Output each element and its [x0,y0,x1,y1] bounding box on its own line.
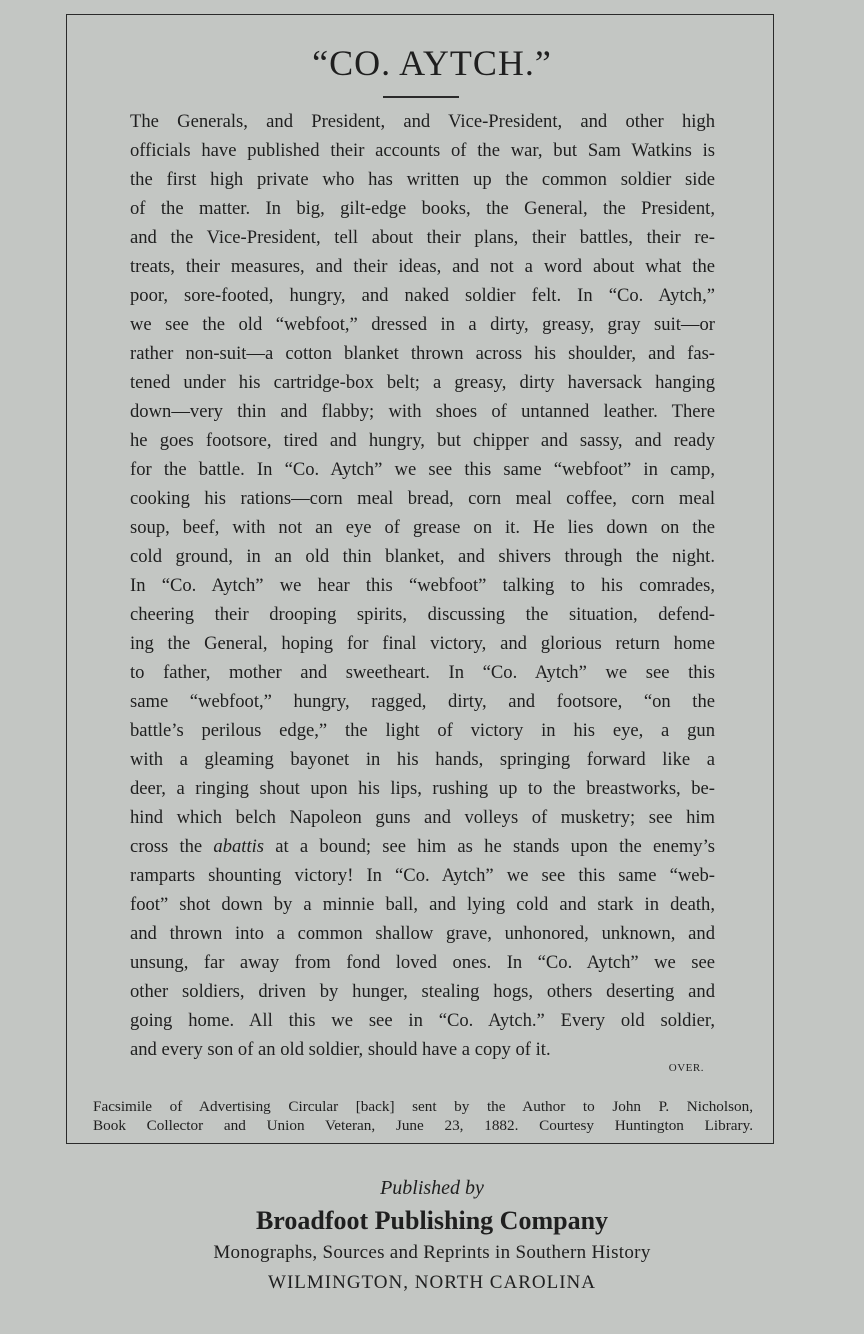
body-line: for the battle. In “Co. Aytch” we see this same “webfoot” in camp, [130,459,715,480]
body-line: the first high private who has written up the common soldier side [130,169,715,190]
body-line: cheering their drooping spirits, discussing the situation, defend- [130,604,715,625]
body-line: soup, beef, with not an eye of grease on it. He lies down on the [130,517,715,538]
over-label: OVER. [668,1062,704,1074]
caption-line-1: Facsimile of Advertising Circular [back] sent by the Author to John P. Nicholson, [93,1098,753,1115]
abattis-italic: abattis [213,836,265,857]
circular-title: “CO. AYTCH.” [312,43,552,83]
body-line: cold ground, in an old thin blanket, and shivers through the night. [130,546,715,567]
body-line: of the matter. In big, gilt-edge books, the General, the President, [130,198,715,219]
body-line: to father, mother and sweetheart. In “Co. Aytch” we see this [130,662,715,683]
body-line: The Generals, and President, and Vice-President, and other high [130,111,715,132]
body-line-last: and every son of an old soldier, should have a copy of it. [130,1039,551,1060]
body-line: rather non-suit—a cotton blanket thrown across his shoulder, and fas- [130,343,715,364]
body-line: and the Vice-President, tell about their plans, their battles, their re- [130,227,715,248]
body-line: battle’s perilous edge,” the light of victory in his eye, a gun [130,720,715,741]
published-by: Published by [380,1177,484,1199]
body-line: In “Co. Aytch” we hear this “webfoot” talking to his comrades, [130,575,715,596]
body-line-abattis [130,832,715,861]
body-line: unsung, far away from fond loved ones. In “Co. Aytch” we see [130,952,715,973]
body-line: going home. All this we see in “Co. Aytch.” Every old soldier, [130,1010,715,1031]
caption-line-2: Book Collector and Union Veteran, June 23, 1882. Courtesy Huntington Library. [93,1117,753,1134]
body-line: we see the old “webfoot,” dressed in a dirty, greasy, gray suit—or [130,314,715,335]
body-line: poor, sore-footed, hungry, and naked soldier felt. In “Co. Aytch,” [130,285,715,306]
line-text-before: cross the [130,836,214,857]
line-text-after: at a bound; see him as he stands upon the enemy’s [264,836,715,857]
body-line: ramparts shounting victory! In “Co. Aytch” we see this same “web- [130,865,715,886]
body-line: ing the General, hoping for final victory, and glorious return home [130,633,715,654]
body-line: treats, their measures, and their ideas, and not a word about what the [130,256,715,277]
body-line: he goes footsore, tired and hungry, but chipper and sassy, and ready [130,430,715,451]
body-line: other soldiers, driven by hunger, stealing hogs, others deserting and [130,981,715,1002]
body-line: with a gleaming bayonet in his hands, springing forward like a [130,749,715,770]
body-line: down—very thin and flabby; with shoes of untanned leather. There [130,401,715,422]
publisher-name: Broadfoot Publishing Company [255,1206,609,1235]
facsimile-caption [93,1097,753,1135]
publisher-subtitle: Monographs, Sources and Reprints in Southern History [213,1242,651,1263]
body-line: tened under his cartridge-box belt; a greasy, dirty haversack hanging [130,372,715,393]
body-line: hind which belch Napoleon guns and volleys of musketry; see him [130,807,715,828]
circular-body [130,107,715,1064]
body-line: cooking his rations—corn meal bread, corn meal coffee, corn meal [130,488,715,509]
body-line: officials have published their accounts of the war, but Sam Watkins is [130,140,715,161]
publisher-location: WILMINGTON, NORTH CAROLINA [268,1272,596,1293]
body-line: and thrown into a common shallow grave, unhonored, unknown, and [130,923,715,944]
body-line: foot” shot down by a minnie ball, and lying cold and stark in death, [130,894,715,915]
body-line: same “webfoot,” hungry, ragged, dirty, and footsore, “on the [130,691,715,712]
title-divider [383,96,459,98]
body-line: deer, a ringing shout upon his lips, rushing up to the breastworks, be- [130,778,715,799]
